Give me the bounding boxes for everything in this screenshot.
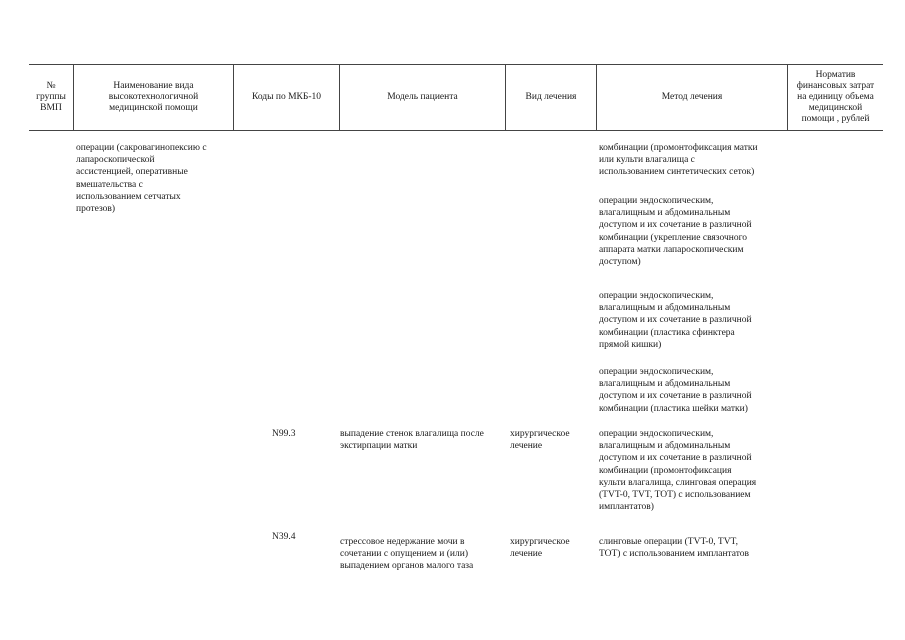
patient-model-2: стрессовое недержание мочи в сочетании с опущением и (или) выпадением органов малого таза bbox=[340, 537, 474, 572]
header-treatment-type: Вид лечения bbox=[525, 92, 577, 102]
header-cost-norm: Норматив финансовых затрат на единицу объема медицинской помощи , рублей bbox=[796, 70, 875, 124]
treatment-method-4: операции эндоскопическим, влагалищным и абдоминальным доступом и их сочетание в различной комбинации (пластика шейки матки) bbox=[599, 367, 752, 414]
header-icd-codes: Коды по МКБ-10 bbox=[251, 92, 322, 102]
table-header bbox=[29, 64, 883, 131]
treatment-method-2: операции эндоскопическим, влагалищным и абдоминальным доступом и их сочетание в различной комбинации (укрепление связочного аппарата матки лапароскопическим доступом) bbox=[599, 196, 752, 268]
patient-model-1: выпадение стенок влагалища после экстирпации матки bbox=[340, 429, 484, 452]
treatment-type-1: хирургическое лечение bbox=[510, 429, 570, 452]
icd-code-2: N39.4 bbox=[272, 532, 296, 542]
header-group-number: № группы ВМП bbox=[36, 81, 66, 113]
vmp-name-continuation: операции (сакровагинопексию с лапароскопической ассистенцией, оперативные вмешательства с использованием сетчатых протезов) bbox=[76, 143, 207, 215]
treatment-method-3: операции эндоскопическим, влагалищным и абдоминальным доступом и их сочетание в различной комбинации (пластика сфинктера прямой кишки) bbox=[599, 291, 752, 350]
header-vmp-name: Наименование вида высокотехнологичной медицинской помощи bbox=[108, 81, 199, 113]
header-patient-model: Модель пациента bbox=[387, 92, 458, 102]
treatment-method-1: комбинации (промонтофиксация матки или культи влагалища с использованием синтетических сеток) bbox=[599, 143, 758, 178]
header-treatment-method: Метод лечения bbox=[661, 92, 723, 102]
treatment-method-6: слинговые операции (TVT-0, TVT, TOT) с использованием имплантатов bbox=[599, 537, 750, 560]
treatment-type-2: хирургическое лечение bbox=[510, 537, 570, 560]
icd-code-1: N99.3 bbox=[272, 429, 296, 439]
treatment-method-5: операции эндоскопическим, влагалищным и абдоминальным доступом и их сочетание в различной комбинации (промонтофиксация культи влагалища, слинговая операция (TVT-0, TVT, TOT) с использованием имплантатов) bbox=[599, 429, 757, 513]
